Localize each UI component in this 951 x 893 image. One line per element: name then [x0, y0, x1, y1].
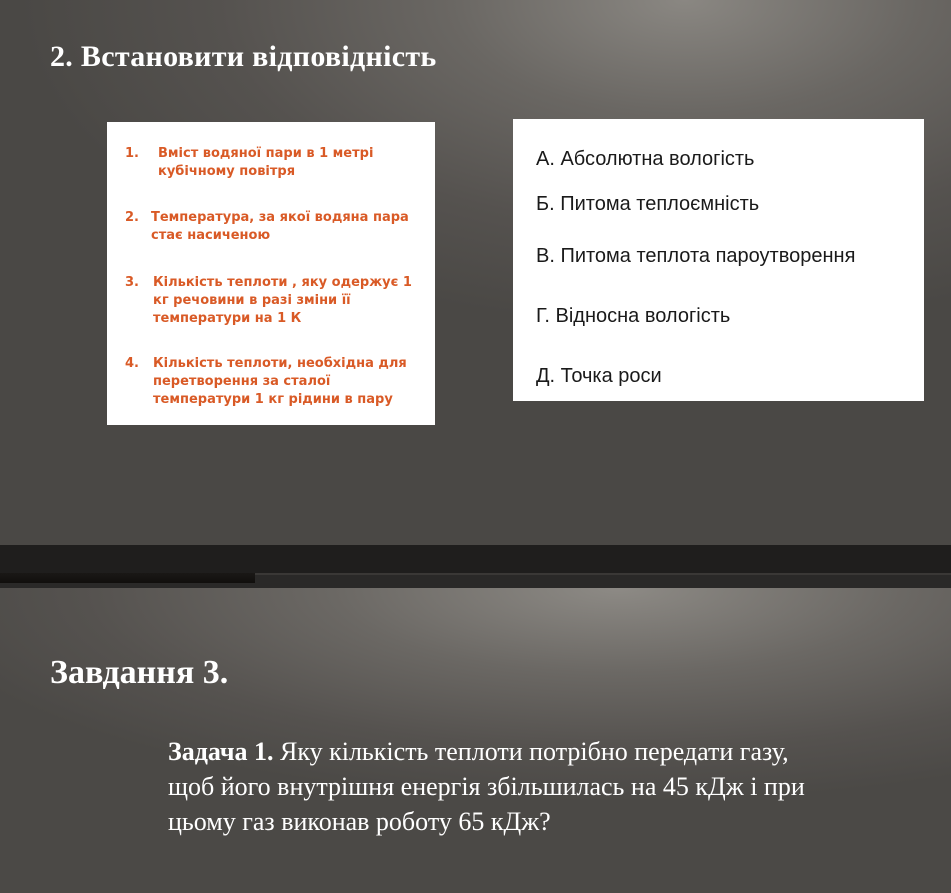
option-v: В. Питома теплота пароутворення: [536, 245, 856, 267]
statement-number: 4.: [125, 356, 139, 371]
statement-text: Кількість теплоти , яку одержує 1 кг речовини в разі зміни її температури на 1 К: [153, 275, 412, 326]
option-g: Г. Відносна вологість: [536, 305, 731, 327]
statement-text: Кількість теплоти, необхідна для перетворення за сталої температури 1 кг рідини в пару: [153, 356, 407, 407]
task-title: Завдання 3.: [50, 654, 229, 691]
options-panel: [513, 119, 924, 401]
option-a: А. Абсолютна вологість: [536, 148, 755, 170]
statement-number: 3.: [125, 275, 139, 290]
statement-item: [125, 145, 430, 181]
problem-text: Яку кількість теплоти потрібно передати газу, щоб його внутрішня енергія збільшилась на 45 кДж і при цьому газ виконав роботу 65 кДж?: [168, 737, 805, 836]
statement-text: Вміст водяної пари в 1 метрі кубічному повітря: [158, 146, 374, 179]
statement-item: [125, 209, 430, 245]
slide-progress-bar: [0, 573, 255, 583]
statement-item: [125, 355, 430, 409]
statement-number: 2.: [125, 210, 139, 225]
problem-statement: [168, 734, 808, 839]
slide-title: 2. Встановити відповідність: [50, 40, 437, 73]
statement-text: Температура, за якої водяна пара стає насиченою: [151, 210, 409, 243]
statement-number: 1.: [125, 146, 139, 161]
slide-task: [0, 588, 951, 893]
statement-item: [125, 274, 430, 328]
option-d: Д. Точка роси: [536, 365, 662, 387]
slide-divider: [0, 545, 951, 588]
problem-label: Задача 1.: [168, 737, 274, 766]
option-b: Б. Питома теплоємність: [536, 193, 760, 215]
statements-panel: [107, 122, 435, 425]
